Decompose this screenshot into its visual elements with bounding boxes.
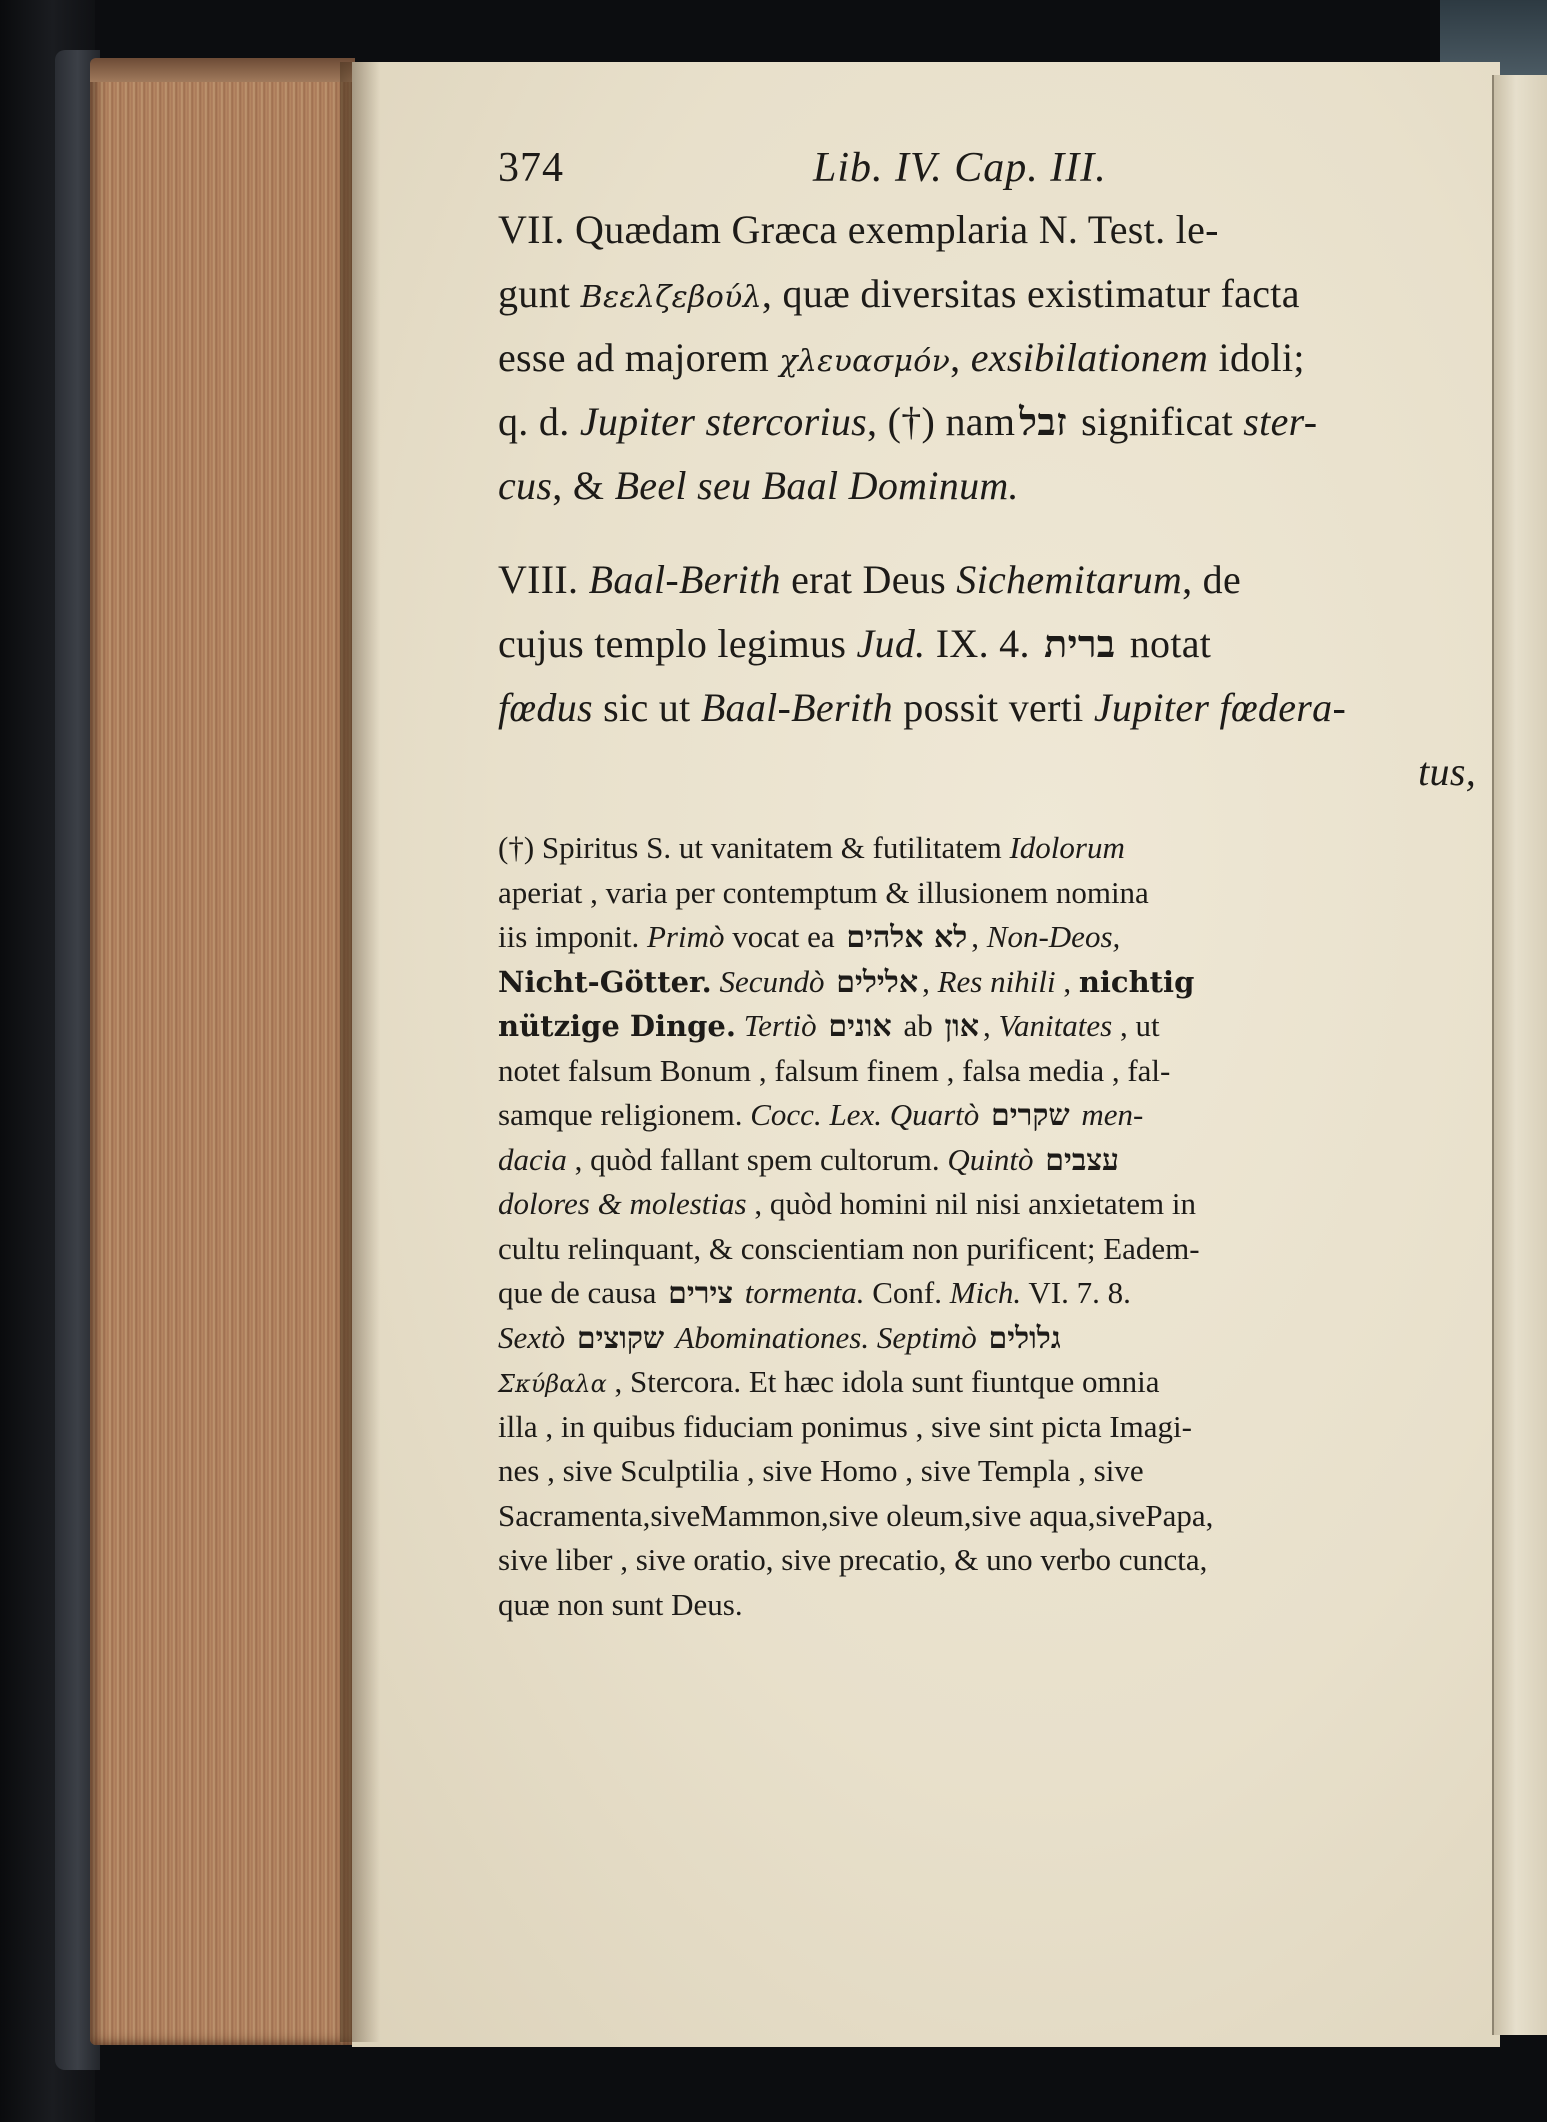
hebrew-word: זבל	[1019, 399, 1067, 444]
note-line	[498, 915, 1476, 960]
text-span: Conf.	[864, 1275, 950, 1310]
text-span: erat Deus	[780, 557, 957, 602]
italic-span: Jupiter fœdera-	[1093, 685, 1347, 730]
italic-span: Idolorum	[1009, 830, 1125, 865]
italic-span: Cocc. Lex. Quartò	[750, 1097, 980, 1132]
text-span: Sacramenta,siveMammon,sive oleum,sive aqua,sivePapa,	[498, 1497, 1214, 1533]
paragraph-viii	[498, 548, 1476, 804]
fraktur-span: nützige Dinge.	[498, 1009, 736, 1043]
fraktur-span: Nicht-Götter.	[498, 964, 712, 999]
hebrew-word: און	[944, 1009, 980, 1044]
text-span: cultu relinquant, & conscientiam non purificent; Eadem-	[498, 1230, 1200, 1266]
text-span: q. d.	[498, 399, 580, 444]
text-span: possit verti	[892, 685, 1094, 730]
italic-span: Jud.	[856, 621, 926, 666]
italic-span: Mich.	[949, 1275, 1022, 1310]
hebrew-word: אלילים	[836, 964, 919, 1000]
note-line	[498, 1449, 1476, 1494]
hebrew-word: לא אלהים	[846, 920, 968, 955]
text-span: que de causa	[498, 1275, 657, 1310]
greek-word: χλευασμόν	[779, 344, 951, 379]
italic-span: Primò	[647, 919, 725, 954]
italic-span: dolores & molestias	[498, 1186, 747, 1221]
page-text	[498, 138, 1476, 1627]
text-span: , quòd fallant spem cultorum.	[566, 1141, 948, 1177]
hebrew-word: אונים	[828, 1009, 892, 1044]
text-span: (†) Spiritus S. ut vanitatem & futilitatem	[498, 830, 1010, 865]
greek-word: Βεελζεβούλ	[580, 280, 762, 315]
note-line	[498, 1182, 1476, 1227]
text-line	[498, 612, 1476, 676]
italic-span: Jupiter stercorius	[579, 399, 868, 444]
text-span: VII. Quædam Græca exemplaria N. Test. le-	[498, 207, 1219, 252]
hebrew-word: צירים	[668, 1276, 734, 1311]
text-span: cujus templo legimus	[498, 621, 857, 666]
facing-page-edge	[1492, 75, 1547, 2035]
italic-span: dacia	[498, 1141, 567, 1177]
text-span: ab	[895, 1008, 933, 1043]
text-span: ,	[922, 963, 938, 999]
text-span: VIII.	[498, 557, 589, 602]
paragraph-vii	[498, 198, 1476, 518]
hebrew-word: עצבים	[1045, 1142, 1120, 1178]
note-line	[498, 1494, 1476, 1539]
text-span: ,	[1055, 963, 1079, 999]
hebrew-word: שקוצים	[576, 1320, 665, 1356]
text-line	[498, 548, 1476, 612]
italic-span: Res nihili	[937, 963, 1056, 999]
text-span: vocat ea	[724, 919, 835, 954]
text-line	[498, 454, 1476, 518]
italic-span: Baal-Berith	[700, 685, 893, 730]
fraktur-span: nichtig	[1078, 964, 1195, 999]
text-span: , Stercora. Et hæc idola sunt fiuntque omnia	[606, 1364, 1160, 1399]
note-line	[498, 1049, 1476, 1094]
note-line	[498, 1138, 1476, 1183]
text-span: , de	[1182, 557, 1242, 602]
text-span: sic ut	[592, 685, 701, 730]
greek-word: Σκύβαλα	[498, 1370, 607, 1398]
italic-span: Quintò	[947, 1141, 1034, 1177]
text-line	[498, 676, 1476, 740]
text-span: ,	[983, 1008, 999, 1043]
running-title: Lib. IV. Cap. III.	[813, 145, 1107, 191]
text-span: esse ad majorem	[498, 335, 770, 380]
text-span: nes , sive Sculptilia , sive Homo , sive Templa , sive	[498, 1453, 1144, 1488]
note-line	[498, 826, 1476, 871]
italic-span: Tertiò	[735, 1008, 817, 1043]
italic-span: Septimò	[869, 1319, 977, 1355]
text-span: , &	[552, 463, 615, 508]
note-line	[498, 1316, 1476, 1361]
italic-span: fœdus	[498, 685, 593, 730]
running-head	[498, 138, 1476, 198]
catchword: tus,	[1418, 749, 1476, 794]
italic-span: ster-	[1243, 399, 1318, 444]
text-span: VI. 7. 8.	[1021, 1275, 1131, 1310]
page-edges-top	[90, 58, 355, 82]
italic-span: Secundò	[719, 963, 825, 999]
italic-span: Non-Deos,	[986, 919, 1121, 954]
page-number: 374	[498, 145, 564, 191]
italic-span: Beel seu Baal Dominum.	[614, 463, 1019, 508]
italic-span: tormenta.	[737, 1275, 865, 1310]
note-line	[498, 1405, 1476, 1450]
note-line	[498, 871, 1476, 916]
text-span: , quæ diversitas existimatur facta	[761, 271, 1300, 316]
italic-span: Vanitates	[998, 1008, 1113, 1043]
hebrew-word: שקרים	[991, 1098, 1070, 1133]
note-line	[498, 1583, 1476, 1628]
note-line	[498, 1093, 1476, 1138]
note-line	[498, 1227, 1476, 1272]
italic-span: Abominationes.	[668, 1319, 870, 1355]
text-span: iis imponit.	[498, 919, 647, 954]
text-line	[498, 198, 1476, 262]
note-line	[498, 960, 1476, 1005]
text-line	[498, 326, 1476, 390]
text-span: samque religionem.	[498, 1097, 751, 1132]
italic-span: Baal-Berith	[588, 557, 781, 602]
italic-span: exsibilationem	[970, 335, 1209, 380]
footnote	[498, 826, 1476, 1627]
note-line	[498, 1360, 1476, 1405]
page-edges	[90, 60, 355, 2045]
italic-span: cus	[498, 463, 553, 508]
italic-span: Sichemitarum	[956, 557, 1183, 602]
text-span: , quòd homini nil nisi anxietatem in	[746, 1186, 1197, 1221]
gutter-shadow	[340, 62, 380, 2042]
text-span: notat	[1119, 621, 1212, 666]
text-span: ,	[950, 335, 971, 380]
hebrew-word: ברית	[1044, 621, 1116, 666]
text-span: notet falsum Bonum , falsum finem , falsa media , fal-	[498, 1052, 1171, 1088]
text-span: , ut	[1112, 1008, 1160, 1043]
text-span: IX. 4.	[925, 621, 1030, 666]
text-span: idoli;	[1208, 335, 1305, 380]
note-line	[498, 1271, 1476, 1316]
text-line	[498, 740, 1476, 804]
text-span: gunt	[498, 271, 571, 316]
text-span: sive liber , sive oratio, sive precatio, & uno verbo cuncta,	[498, 1542, 1208, 1577]
italic-span: men-	[1073, 1097, 1144, 1132]
text-span: significat	[1070, 399, 1244, 444]
hebrew-word: גלולים	[988, 1320, 1061, 1356]
text-span: aperiat , varia per contemptum & illusionem nomina	[498, 874, 1149, 910]
note-line	[498, 1004, 1476, 1049]
text-span: , (†) nam	[867, 399, 1016, 444]
text-line	[498, 262, 1476, 326]
text-span: ,	[971, 919, 987, 954]
note-line	[498, 1538, 1476, 1583]
text-span: illa , in quibus fiduciam ponimus , sive sint picta Imagi-	[498, 1408, 1192, 1444]
text-span: quæ non sunt Deus.	[498, 1586, 743, 1622]
italic-span: Sextò	[498, 1319, 566, 1355]
text-line	[498, 390, 1476, 454]
